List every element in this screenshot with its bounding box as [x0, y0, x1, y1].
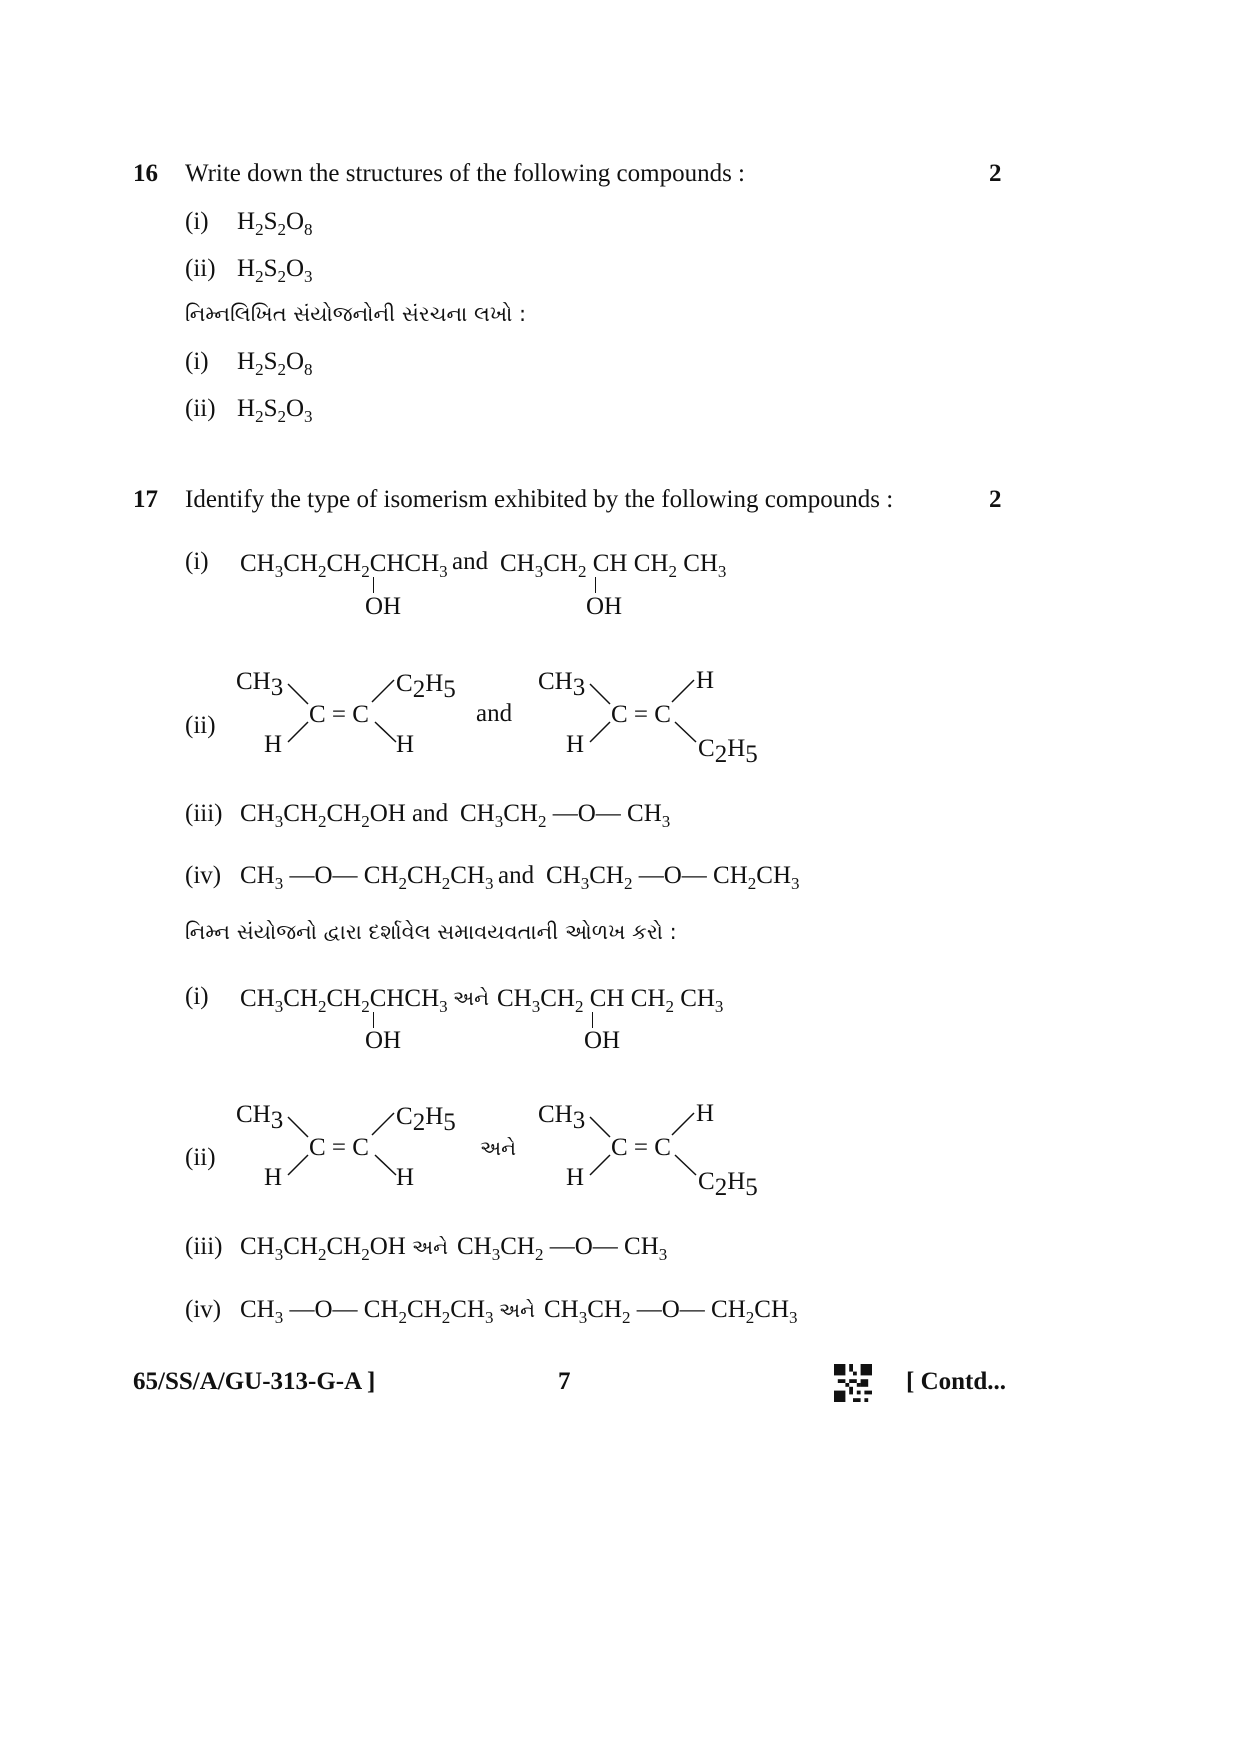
q17-text-en: Identify the type of isomerism exhibited by the following compounds :: [185, 486, 894, 513]
q17-gu-iv-left: $CH_3$ —O— $CH_2CH_2CH_3$: [240, 1296, 494, 1327]
svg-text:C2H5: C2H5: [698, 735, 758, 768]
q17-gu-label-iv: (iv): [185, 1296, 222, 1323]
q17-text-gu: નિમ્ન સંયોજનો દ્વારા દર્શાવેલ સમાવયવતાની ઓળખ કરો :: [185, 920, 677, 944]
bond-line: [592, 1012, 593, 1028]
bond-line: [373, 1012, 374, 1028]
q17-en-and-iii: and: [412, 800, 449, 827]
bond-line: [595, 577, 596, 593]
q17-gu-ii-trans-structure: [532, 1093, 762, 1213]
q17-en-label-iii: (iii): [185, 800, 223, 827]
q17-gu-iv-right: $CH_3CH_2$ —O— $CH_2CH_3$: [544, 1296, 798, 1327]
contd-label: [ Contd...: [906, 1368, 1007, 1395]
q16-en-item-label-i: (i): [185, 208, 209, 235]
q17-en-ii-cis-structure: [230, 660, 460, 770]
q17-gu-label-iii: (iii): [185, 1233, 223, 1260]
q17-en-iv-right: $CH_3CH_2$ —O— $CH_2CH_3$: [546, 862, 800, 893]
svg-text:CH3: CH3: [538, 668, 586, 701]
svg-text:C = C: C = C: [309, 701, 369, 728]
svg-text:CH3: CH3: [236, 1101, 284, 1134]
q17-en-iii-left: $CH_3CH_2CH_2OH$: [240, 800, 406, 831]
q17-en-iv-left: $CH_3$ —O— $CH_2CH_2CH_3$: [240, 862, 494, 893]
q17-en-label-iv: (iv): [185, 862, 222, 889]
svg-text:H: H: [566, 731, 585, 758]
svg-text:H: H: [396, 731, 415, 758]
q16-number: 16: [133, 160, 158, 187]
q17-en-and-ii: and: [476, 700, 513, 727]
q16-text-en: Write down the structures of the following compounds :: [185, 160, 745, 187]
svg-text:H: H: [566, 1164, 585, 1191]
q17-gu-i-right-oh: OH: [584, 1027, 621, 1054]
qr-code-icon: [833, 1364, 873, 1402]
svg-text:H: H: [264, 731, 283, 758]
q17-en-label-i: (i): [185, 548, 209, 575]
q17-gu-and-iii: અને: [412, 1235, 448, 1259]
q17-en-i-right-oh: OH: [586, 593, 623, 620]
svg-text:H: H: [264, 1164, 283, 1191]
q16-gu-formula-i: $H_2S_2O_8$: [237, 348, 313, 379]
q16-marks: 2: [989, 160, 1002, 187]
bond-line: [373, 577, 374, 593]
svg-text:C2H5: C2H5: [698, 1168, 758, 1201]
svg-text:C = C: C = C: [611, 1134, 671, 1161]
q17-en-i-right-formula: $CH_3CH_2$ CH $CH_2$ $CH_3$: [500, 550, 727, 581]
q16-gu-formula-ii: $H_2S_2O_3$: [237, 395, 313, 426]
svg-text:H: H: [696, 667, 715, 694]
q16-en-formula-ii: $H_2S_2O_3$: [237, 255, 313, 286]
q17-en-label-ii: (ii): [185, 712, 216, 739]
q17-en-ii-trans-structure: [532, 660, 762, 780]
q16-text-gu: નિમ્નલિખિત સંયોજનોની સંરચના લખો :: [185, 302, 527, 326]
q16-en-formula-i: $H_2S_2O_8$: [237, 208, 313, 239]
q17-gu-label-ii: (ii): [185, 1144, 216, 1171]
q16-gu-item-label-ii: (ii): [185, 395, 216, 422]
svg-text:C2H5: C2H5: [396, 670, 456, 703]
q17-gu-i-left-oh: OH: [365, 1027, 402, 1054]
svg-text:C = C: C = C: [611, 701, 671, 728]
q16-gu-item-label-i: (i): [185, 348, 209, 375]
q17-gu-and-iv: અને: [499, 1298, 535, 1322]
svg-text:C2H5: C2H5: [396, 1103, 456, 1136]
q17-gu-ii-cis-structure: [230, 1093, 460, 1203]
q17-gu-iii-right: $CH_3CH_2$ —O— $CH_3$: [457, 1233, 668, 1264]
q16-en-item-label-ii: (ii): [185, 255, 216, 282]
svg-text:CH3: CH3: [538, 1101, 586, 1134]
q17-gu-i-right-formula: $CH_3CH_2$ CH $CH_2$ $CH_3$: [497, 985, 724, 1016]
q17-number: 17: [133, 486, 158, 513]
q17-en-i-left-oh: OH: [365, 593, 402, 620]
q17-gu-and-i: અને: [453, 986, 489, 1010]
page-number: 7: [558, 1368, 571, 1395]
q17-en-i-left-formula: $CH_3CH_2CH_2CHCH_3$: [240, 550, 448, 581]
q17-gu-i-left-formula: $CH_3CH_2CH_2CHCH_3$: [240, 985, 448, 1016]
svg-text:C = C: C = C: [309, 1134, 369, 1161]
svg-text:H: H: [396, 1164, 415, 1191]
svg-text:CH3: CH3: [236, 668, 284, 701]
svg-text:H: H: [696, 1100, 715, 1127]
q17-en-and-i: and: [452, 548, 489, 575]
q17-gu-label-i: (i): [185, 983, 209, 1010]
q17-en-and-iv: and: [498, 862, 535, 889]
footer-code: 65/SS/A/GU-313-G-A ]: [133, 1368, 376, 1395]
q17-en-iii-right: $CH_3CH_2$ —O— $CH_3$: [460, 800, 671, 831]
q17-marks: 2: [989, 486, 1002, 513]
q17-gu-and-ii: અને: [480, 1136, 516, 1160]
q17-gu-iii-left: $CH_3CH_2CH_2OH$: [240, 1233, 406, 1264]
